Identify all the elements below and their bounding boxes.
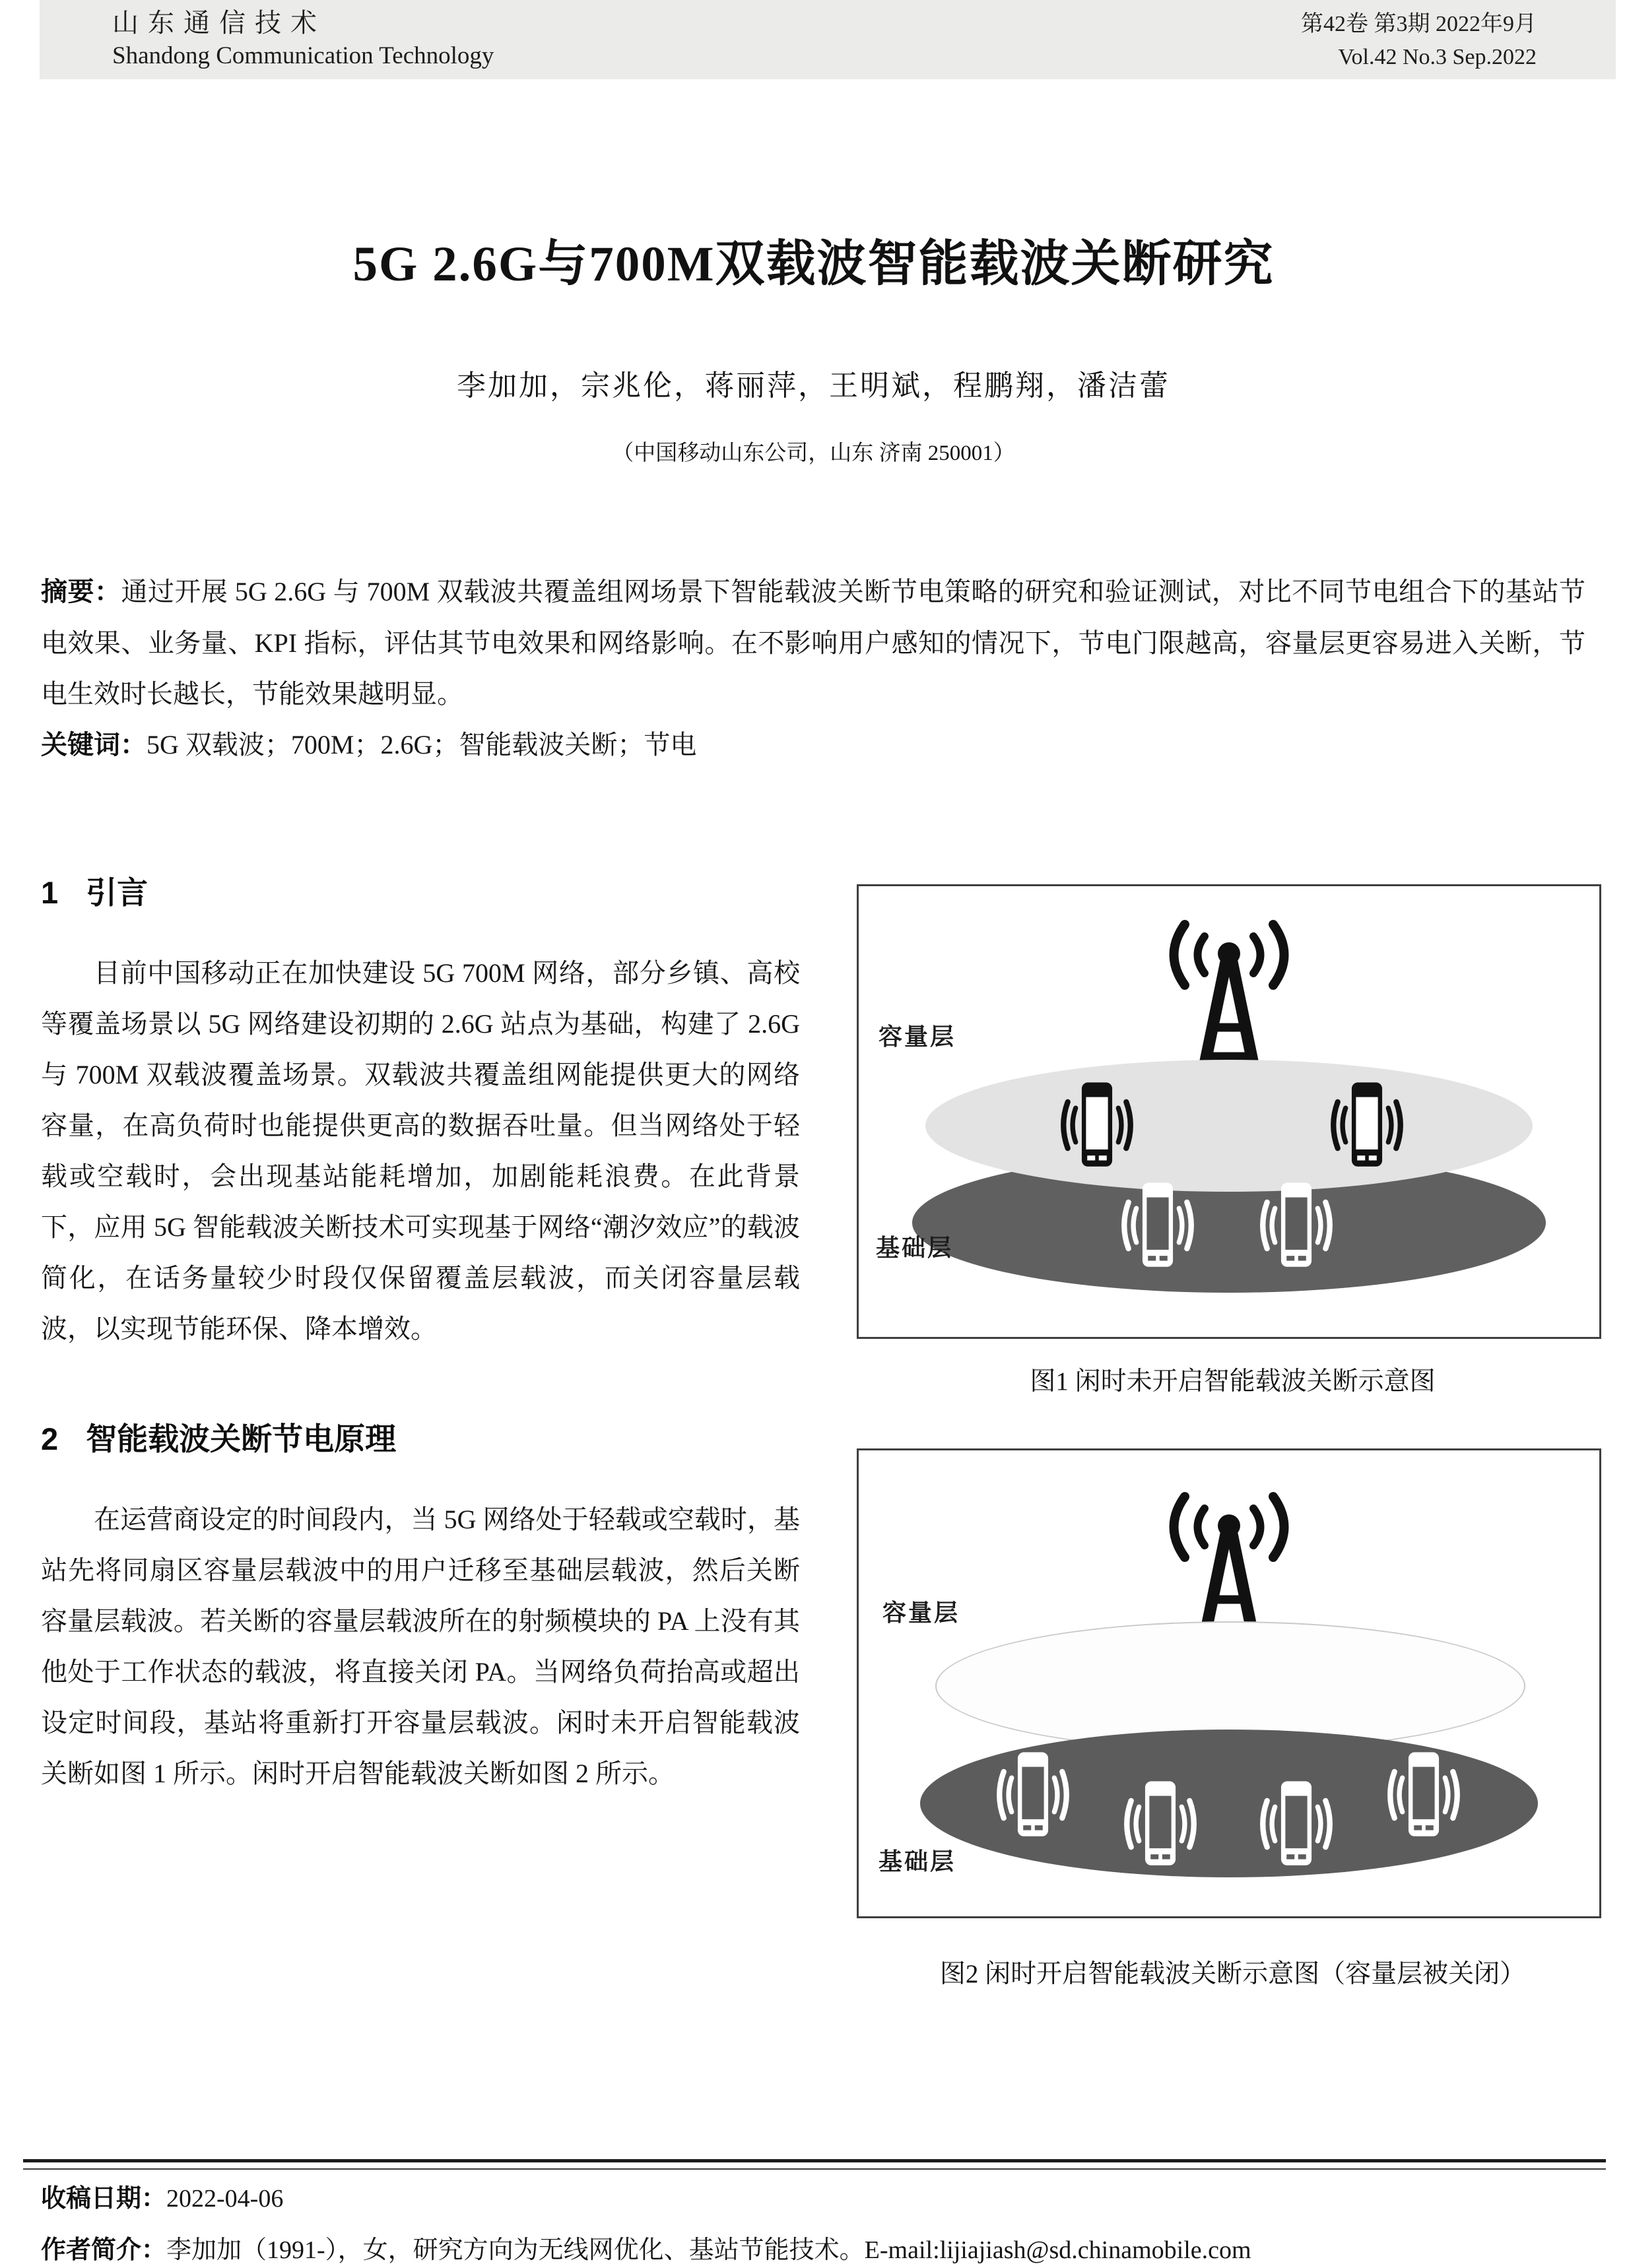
phone-icon bbox=[1257, 1177, 1336, 1274]
abstract-paragraph bbox=[41, 566, 1585, 719]
phone-icon bbox=[1384, 1746, 1463, 1844]
author-bio-value: 李加加（1991-），女，研究方向为无线网优化、基站节能技术。E-mail:lijiajiash@sd.chinamobile.com bbox=[166, 2236, 1251, 2264]
abstract-text: 通过开展 5G 2.6G 与 700M 双载波共覆盖组网场景下智能载波关断节电策略的研究和验证测试，对比不同节电组合下的基站节电效果、业务量、KPI 指标，评估其节电效果和网络影响。在不影响用户感知的情况下，节电门限越高，容量层更容易进入关断，节电生效时长越长，节能效果越明显。 bbox=[41, 577, 1586, 709]
section-1-paragraph: 目前中国移动正在加快建设 5G 700M 网络，部分乡镇、高校等覆盖场景以 5G 网络建设初期的 2.6G 站点为基础，构建了 2.6G 与 700M 双载波覆盖场景。双载波共覆盖组网能提供更大的网络容量，在高负荷时也能提供更高的数据吞吐量。但当网络处于轻载或空载时，会出现基站能耗增加，加剧能耗浪费。在此背景下，应用 5G 智能载波关断技术可实现基于网络“潮汐效应”的载波简化，在话务量较少时段仅保留覆盖层载波，而关闭容量层载波，以实现节能环保、降本增效。 bbox=[41, 958, 800, 1344]
issue-info-cn: 第42卷 第3期 2022年9月 bbox=[1301, 12, 1537, 36]
capacity-layer-label: 容量层 bbox=[882, 1599, 960, 1626]
page-title: 5G 2.6G与700M双载波智能载波关断研究 bbox=[352, 237, 1275, 292]
footnote-divider bbox=[23, 2159, 1606, 2170]
received-date-label: 收稿日期： bbox=[41, 2185, 167, 2213]
base-layer-label: 基础层 bbox=[876, 1234, 954, 1261]
section-2-number: 2 bbox=[41, 1421, 59, 1456]
capacity-layer-label: 容量层 bbox=[879, 1023, 956, 1050]
phone-icon bbox=[993, 1746, 1073, 1844]
figure-2 bbox=[857, 1448, 1601, 1918]
author-bio-line bbox=[41, 2229, 1251, 2265]
phone-icon bbox=[1118, 1177, 1197, 1274]
figure-2-caption: 图2 闲时开启智能载波关断示意图（容量层被关闭） bbox=[939, 1960, 1526, 1988]
capacity-layer-ellipse bbox=[925, 1060, 1533, 1192]
received-date-value: 2022-04-06 bbox=[166, 2185, 284, 2213]
authors-line: 李加加，宗兆伦，蒋丽萍，王明斌，程鹏翔，潘洁蕾 bbox=[457, 370, 1170, 402]
section-1-heading bbox=[41, 872, 800, 913]
keywords-label: 关键词： bbox=[41, 730, 147, 760]
figure-1-caption: 图1 闲时未开启智能载波关断示意图 bbox=[1030, 1367, 1436, 1396]
section-1-number: 1 bbox=[41, 875, 59, 910]
abstract-block bbox=[41, 566, 1585, 771]
received-date-line bbox=[41, 2178, 283, 2214]
journal-name-block bbox=[112, 7, 494, 73]
phone-icon bbox=[1057, 1076, 1137, 1174]
journal-name-cn: 山东通信技术 bbox=[112, 8, 326, 38]
figure-1 bbox=[857, 884, 1601, 1339]
journal-name-en: Shandong Communication Technology bbox=[112, 42, 494, 69]
phone-icon bbox=[1121, 1775, 1200, 1873]
author-bio-label: 作者简介： bbox=[41, 2236, 167, 2264]
section-1-title: 引言 bbox=[86, 875, 149, 910]
section-2-paragraph: 在运营商设定的时间段内，当 5G 网络处于轻载或空载时，基站先将同扇区容量层载波中的用户迁移至基础层载波，然后关断容量层载波。若关断的容量层载波所在的射频模块的 PA 上没有其他处于工作状态的载波，将直接关闭 PA。当网络负荷抬高或超出设定时间段，基站将重新打开容量层载波。闲时未开启智能载波关断如图 1 所示。闲时开启智能载波关断如图 2 所示。 bbox=[41, 1505, 800, 1788]
abstract-label: 摘要： bbox=[41, 577, 121, 606]
keywords-text: 5G 双载波；700M；2.6G；智能载波关断；节电 bbox=[147, 730, 697, 760]
section-2-heading bbox=[41, 1419, 800, 1460]
phone-icon bbox=[1257, 1775, 1336, 1873]
keywords-paragraph bbox=[41, 719, 1585, 771]
issue-info-block bbox=[1301, 8, 1537, 74]
left-column bbox=[41, 872, 800, 1799]
base-layer-label: 基础层 bbox=[879, 1848, 956, 1875]
affiliation-line: （中国移动山东公司，山东 济南 250001） bbox=[612, 441, 1015, 465]
section-2-title: 智能载波关断节电原理 bbox=[86, 1421, 397, 1456]
issue-info-en: Vol.42 No.3 Sep.2022 bbox=[1338, 45, 1537, 69]
phone-icon bbox=[1327, 1076, 1407, 1174]
journal-header-bar bbox=[40, 0, 1616, 79]
